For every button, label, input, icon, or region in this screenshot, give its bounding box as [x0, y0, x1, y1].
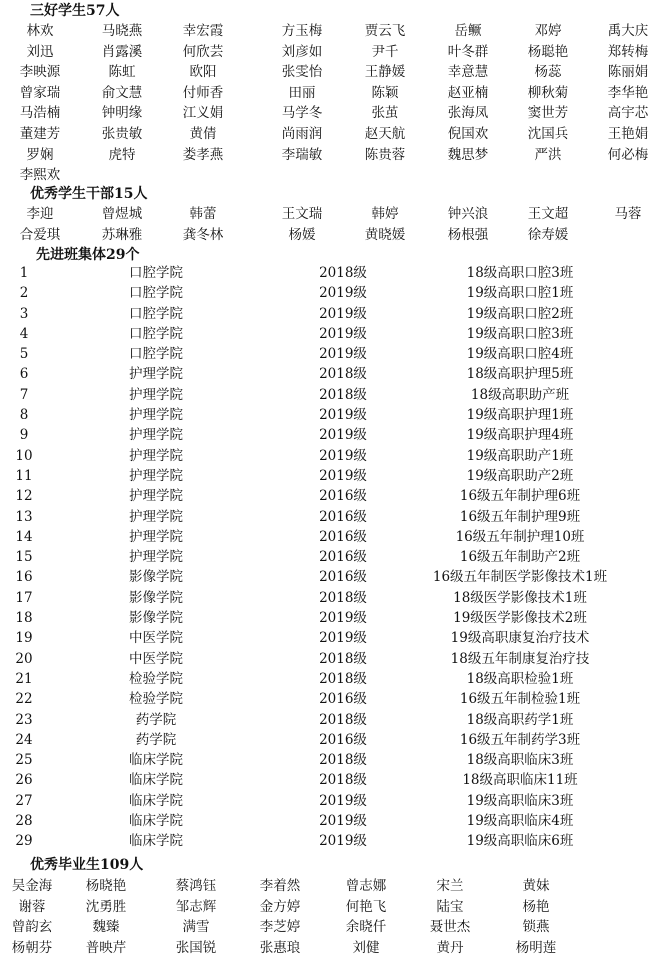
cadre-name: 杨根强	[447, 226, 489, 243]
grade-cell: 2018级	[319, 772, 367, 789]
row-number: 8	[19, 407, 29, 424]
class-name-cell: 19级高职护理4班	[466, 427, 574, 444]
graduate-name: 杨朝芬	[11, 939, 53, 956]
school-cell: 护理学院	[129, 447, 183, 464]
class-name-cell: 16级五年制护理6班	[459, 488, 581, 505]
graduate-name: 李着然	[259, 878, 301, 894]
row-number: 23	[15, 711, 33, 728]
graduate-name: 黄丹	[436, 939, 464, 956]
name-row	[0, 917, 648, 938]
graduate-name: 普映芹	[85, 939, 127, 956]
cadre-name: 合爱琪	[19, 226, 61, 243]
table-row	[0, 710, 648, 730]
grade-cell: 2016级	[319, 731, 367, 748]
table-row	[0, 628, 648, 648]
row-number: 4	[19, 325, 29, 342]
table-row	[0, 405, 648, 425]
student-name: 马浩楠	[19, 105, 61, 122]
graduate-name: 满雪	[182, 919, 210, 936]
student-name: 虎特	[108, 146, 136, 163]
graduate-name: 聂世杰	[429, 919, 471, 936]
school-cell: 药学院	[135, 711, 177, 728]
name-row	[0, 897, 648, 918]
table-row	[0, 791, 648, 811]
table-row	[0, 446, 648, 466]
student-name: 罗娴	[26, 146, 54, 163]
class-name-cell: 19级高职临床4班	[466, 813, 574, 830]
row-number: 25	[15, 752, 33, 769]
row-number: 15	[15, 549, 33, 566]
school-cell: 护理学院	[129, 549, 183, 566]
student-name: 何欣芸	[182, 43, 224, 60]
grade-cell: 2016级	[319, 569, 367, 586]
table-row	[0, 669, 648, 689]
row-number: 13	[15, 508, 33, 525]
row-number: 10	[15, 447, 33, 464]
merit-students-heading: 三好学生57人	[30, 3, 120, 19]
row-number: 5	[19, 346, 29, 363]
cadre-name: 马蓉	[614, 206, 642, 222]
cadre-name: 李迎	[26, 206, 54, 222]
class-name-cell: 19级高职助产1班	[466, 447, 574, 464]
school-cell: 护理学院	[129, 508, 183, 525]
grade-cell: 2019级	[319, 447, 367, 464]
graduate-name: 张国锐	[175, 939, 217, 956]
class-name-cell: 18级高职检验1班	[466, 670, 574, 687]
row-number: 21	[15, 670, 33, 687]
school-cell: 临床学院	[129, 792, 183, 809]
row-number: 26	[15, 772, 33, 789]
class-name-cell: 16级五年制医学影像技术1班	[432, 569, 608, 586]
student-name: 娄孝燕	[182, 146, 224, 163]
school-cell: 口腔学院	[129, 265, 183, 281]
grade-cell: 2019级	[319, 792, 367, 809]
class-name-cell: 16级五年制检验1班	[459, 691, 581, 708]
school-cell: 临床学院	[129, 833, 183, 850]
school-cell: 临床学院	[129, 813, 183, 830]
class-name-cell: 18级高职口腔3班	[466, 265, 574, 281]
class-name-cell: 19级高职口腔1班	[466, 285, 574, 302]
table-row	[0, 466, 648, 486]
school-cell: 口腔学院	[129, 285, 183, 302]
advanced-classes-heading: 先进班集体29个	[36, 247, 140, 263]
graduates-heading: 优秀毕业生109人	[30, 857, 144, 873]
class-name-cell: 19级高职康复治疗技术	[450, 630, 590, 647]
grade-cell: 2019级	[319, 285, 367, 302]
cadre-name: 曾煜城	[101, 206, 143, 222]
table-row	[0, 730, 648, 750]
student-name: 严洪	[534, 146, 562, 163]
row-number: 1	[19, 265, 29, 281]
row-number: 22	[15, 691, 33, 708]
name-row	[0, 225, 648, 246]
row-number: 16	[15, 569, 33, 586]
graduate-name: 黄妹	[522, 878, 550, 894]
graduates-list	[0, 876, 648, 958]
class-name-cell: 16级五年制护理10班	[455, 528, 585, 545]
row-number: 28	[15, 813, 33, 830]
school-cell: 护理学院	[129, 407, 183, 424]
school-cell: 临床学院	[129, 772, 183, 789]
grade-cell: 2019级	[319, 407, 367, 424]
graduate-name: 刘健	[352, 939, 380, 956]
row-number: 11	[15, 467, 33, 484]
table-row	[0, 304, 648, 324]
school-cell: 护理学院	[129, 488, 183, 505]
school-cell: 护理学院	[129, 366, 183, 383]
row-number: 27	[15, 792, 33, 809]
student-name: 李华艳	[607, 84, 648, 101]
school-cell: 临床学院	[129, 752, 183, 769]
row-number: 2	[19, 285, 29, 302]
cadre-name: 韩蕾	[189, 206, 217, 222]
row-number: 18	[15, 610, 33, 627]
student-name: 张雯怡	[281, 64, 323, 81]
name-row	[0, 83, 648, 104]
student-name: 付师香	[182, 84, 224, 101]
cadre-name: 钟兴浪	[447, 206, 489, 222]
row-number: 7	[19, 386, 29, 403]
student-name: 高宇芯	[607, 105, 648, 122]
student-name: 何必梅	[607, 146, 648, 163]
grade-cell: 2018级	[319, 670, 367, 687]
grade-cell: 2019级	[319, 467, 367, 484]
class-name-cell: 19级高职临床6班	[466, 833, 574, 850]
student-name: 黄倩	[189, 125, 217, 142]
name-row	[0, 103, 648, 124]
class-name-cell: 19级高职助产2班	[466, 467, 574, 484]
school-cell: 口腔学院	[129, 325, 183, 342]
student-name: 马晓燕	[101, 23, 143, 39]
row-number: 20	[15, 650, 33, 667]
student-name: 贾云飞	[364, 23, 406, 39]
class-name-cell: 19级高职临床3班	[466, 792, 574, 809]
table-row	[0, 547, 648, 567]
graduate-name: 何艳飞	[345, 898, 387, 915]
graduate-name: 蔡鸿钰	[175, 878, 217, 894]
name-row	[0, 21, 648, 42]
cadre-name: 徐寿媛	[527, 226, 569, 243]
student-name: 赵天航	[364, 125, 406, 142]
student-name: 陈颖	[371, 84, 399, 101]
table-row	[0, 324, 648, 344]
student-name: 沈国兵	[527, 125, 569, 142]
row-number: 12	[15, 488, 33, 505]
student-name: 杨聪艳	[527, 43, 569, 60]
cadre-name: 黄晓媛	[364, 226, 406, 243]
class-name-cell: 19级高职护理1班	[466, 407, 574, 424]
class-name-cell: 19级医学影像技术2班	[453, 610, 587, 627]
name-row	[0, 938, 648, 959]
name-row	[0, 145, 648, 166]
name-row	[0, 876, 648, 897]
row-number: 9	[19, 427, 29, 444]
table-row	[0, 364, 648, 384]
school-cell: 检验学院	[129, 691, 183, 708]
student-name: 肖露溪	[101, 43, 143, 60]
grade-cell: 2016级	[319, 508, 367, 525]
school-cell: 口腔学院	[129, 305, 183, 322]
graduate-name: 魏臻	[92, 919, 120, 936]
cadre-name: 龚冬林	[182, 226, 224, 243]
student-name: 刘迅	[26, 43, 54, 60]
row-number: 29	[15, 833, 33, 850]
table-row	[0, 649, 648, 669]
graduate-name: 杨晓艳	[85, 878, 127, 894]
student-name: 李瑞敏	[281, 146, 323, 163]
table-row	[0, 689, 648, 709]
student-name: 刘彦如	[281, 43, 323, 60]
grade-cell: 2018级	[319, 265, 367, 281]
student-name: 魏思梦	[447, 146, 489, 163]
school-cell: 护理学院	[129, 528, 183, 545]
table-row	[0, 527, 648, 547]
grade-cell: 2016级	[319, 488, 367, 505]
graduate-name: 杨艳	[522, 898, 550, 915]
cadre-name: 苏琳雅	[101, 226, 143, 243]
class-name-cell: 19级高职口腔2班	[466, 305, 574, 322]
student-name: 陈贵蓉	[364, 146, 406, 163]
student-name: 张贵敏	[101, 125, 143, 142]
student-name: 邓婷	[534, 23, 562, 39]
grade-cell: 2016级	[319, 691, 367, 708]
student-name: 窦世芳	[527, 105, 569, 122]
table-row	[0, 811, 648, 831]
grade-cell: 2018级	[319, 650, 367, 667]
graduate-name: 李芝婷	[259, 919, 301, 936]
graduate-name: 沈勇胜	[85, 898, 127, 915]
school-cell: 中医学院	[129, 630, 183, 647]
grade-cell: 2019级	[319, 610, 367, 627]
student-name: 陈丽娟	[607, 64, 648, 81]
school-cell: 药学院	[135, 731, 177, 748]
graduate-name: 吴金海	[11, 878, 53, 894]
student-name: 江义娟	[182, 105, 224, 122]
student-name: 方玉梅	[281, 23, 323, 39]
student-name: 尹千	[371, 43, 399, 60]
grade-cell: 2019级	[319, 305, 367, 322]
student-name: 钟明缘	[101, 105, 143, 122]
cadre-name: 王文超	[527, 206, 569, 222]
graduate-name: 杨明莲	[515, 939, 557, 956]
student-name: 张茧	[371, 105, 399, 122]
student-name: 张海凤	[447, 105, 489, 122]
table-row	[0, 750, 648, 770]
student-name: 幸宏霞	[182, 23, 224, 39]
row-number: 24	[15, 731, 33, 748]
student-name: 俞文慧	[101, 84, 143, 101]
school-cell: 影像学院	[129, 589, 183, 606]
student-name: 杨蕊	[534, 64, 562, 81]
graduate-name: 宋兰	[436, 878, 464, 894]
student-name: 李熙欢	[19, 167, 61, 184]
school-cell: 影像学院	[129, 569, 183, 586]
graduate-name: 曾韵玄	[11, 919, 53, 936]
student-name: 幸意慧	[447, 64, 489, 81]
student-cadres-heading: 优秀学生干部15人	[30, 186, 148, 202]
merit-students-list	[0, 21, 648, 186]
class-name-cell: 18级高职临床3班	[466, 752, 574, 769]
graduate-name: 谢蓉	[18, 898, 46, 915]
grade-cell: 2016级	[319, 549, 367, 566]
graduate-name: 金方婷	[259, 898, 301, 915]
student-name: 赵亚楠	[447, 84, 489, 101]
class-name-cell: 18级高职药学1班	[466, 711, 574, 728]
row-number: 6	[19, 366, 29, 383]
table-row	[0, 831, 648, 851]
student-name: 郑转梅	[607, 43, 648, 60]
class-name-cell: 18级五年制康复治疗技	[450, 650, 590, 667]
school-cell: 口腔学院	[129, 346, 183, 363]
grade-cell: 2019级	[319, 630, 367, 647]
row-number: 14	[15, 528, 33, 545]
table-row	[0, 588, 648, 608]
student-name: 王静媛	[364, 64, 406, 81]
row-number: 3	[19, 305, 29, 322]
grade-cell: 2018级	[319, 589, 367, 606]
table-row	[0, 385, 648, 405]
school-cell: 影像学院	[129, 610, 183, 627]
school-cell: 检验学院	[129, 670, 183, 687]
school-cell: 护理学院	[129, 386, 183, 403]
grade-cell: 2018级	[319, 366, 367, 383]
student-name: 李映源	[19, 64, 61, 81]
student-name: 林欢	[26, 23, 54, 39]
row-number: 19	[15, 630, 33, 647]
name-row	[0, 42, 648, 63]
name-row	[0, 165, 648, 186]
grade-cell: 2018级	[319, 386, 367, 403]
class-name-cell: 16级五年制护理9班	[459, 508, 581, 525]
student-name: 叶冬群	[447, 43, 489, 60]
grade-cell: 2019级	[319, 346, 367, 363]
table-row	[0, 507, 648, 527]
school-cell: 护理学院	[129, 427, 183, 444]
cadre-name: 韩婷	[371, 206, 399, 222]
student-name: 王艳娟	[607, 125, 648, 142]
class-name-cell: 19级高职口腔3班	[466, 325, 574, 342]
class-name-cell: 18级高职临床11班	[462, 772, 578, 789]
class-name-cell: 18级医学影像技术1班	[453, 589, 587, 606]
table-row	[0, 283, 648, 303]
table-row	[0, 263, 648, 283]
grade-cell: 2016级	[319, 528, 367, 545]
name-row	[0, 204, 648, 225]
table-row	[0, 425, 648, 445]
graduate-name: 锁燕	[522, 919, 550, 936]
grade-cell: 2019级	[319, 325, 367, 342]
student-name: 倪国欢	[447, 125, 489, 142]
grade-cell: 2019级	[319, 813, 367, 830]
advanced-classes-table	[0, 263, 648, 852]
student-name: 陈虹	[108, 64, 136, 81]
cadre-name: 王文瑞	[281, 206, 323, 222]
graduate-name: 陆宝	[436, 898, 464, 915]
grade-cell: 2018级	[319, 752, 367, 769]
class-name-cell: 18级高职助产班	[470, 386, 570, 403]
graduate-name: 曾志娜	[345, 878, 387, 894]
student-name: 柳秋菊	[527, 84, 569, 101]
table-row	[0, 567, 648, 587]
graduate-name: 邹志辉	[175, 898, 217, 915]
student-name: 岳鳜	[454, 23, 482, 39]
name-row	[0, 124, 648, 145]
school-cell: 中医学院	[129, 650, 183, 667]
cadre-name: 杨媛	[288, 226, 316, 243]
school-cell: 护理学院	[129, 467, 183, 484]
table-row	[0, 486, 648, 506]
student-name: 马学冬	[281, 105, 323, 122]
row-number: 17	[15, 589, 33, 606]
student-name: 欧阳	[189, 64, 217, 81]
class-name-cell: 18级高职护理5班	[466, 366, 574, 383]
table-row	[0, 608, 648, 628]
student-name: 董建芳	[19, 125, 61, 142]
class-name-cell: 16级五年制助产2班	[459, 549, 581, 566]
grade-cell: 2019级	[319, 833, 367, 850]
student-name: 禹大庆	[607, 23, 648, 39]
table-row	[0, 770, 648, 790]
name-row	[0, 62, 648, 83]
student-name: 田丽	[288, 84, 316, 101]
student-name: 尚雨润	[281, 125, 323, 142]
class-name-cell: 19级高职口腔4班	[466, 346, 574, 363]
graduate-name: 余晓仟	[345, 919, 387, 936]
student-cadres-list	[0, 204, 648, 245]
grade-cell: 2018级	[319, 711, 367, 728]
table-row	[0, 344, 648, 364]
class-name-cell: 16级五年制药学3班	[459, 731, 581, 748]
grade-cell: 2019级	[319, 427, 367, 444]
student-name: 曾家瑞	[19, 84, 61, 101]
graduate-name: 张惠琅	[259, 939, 301, 956]
